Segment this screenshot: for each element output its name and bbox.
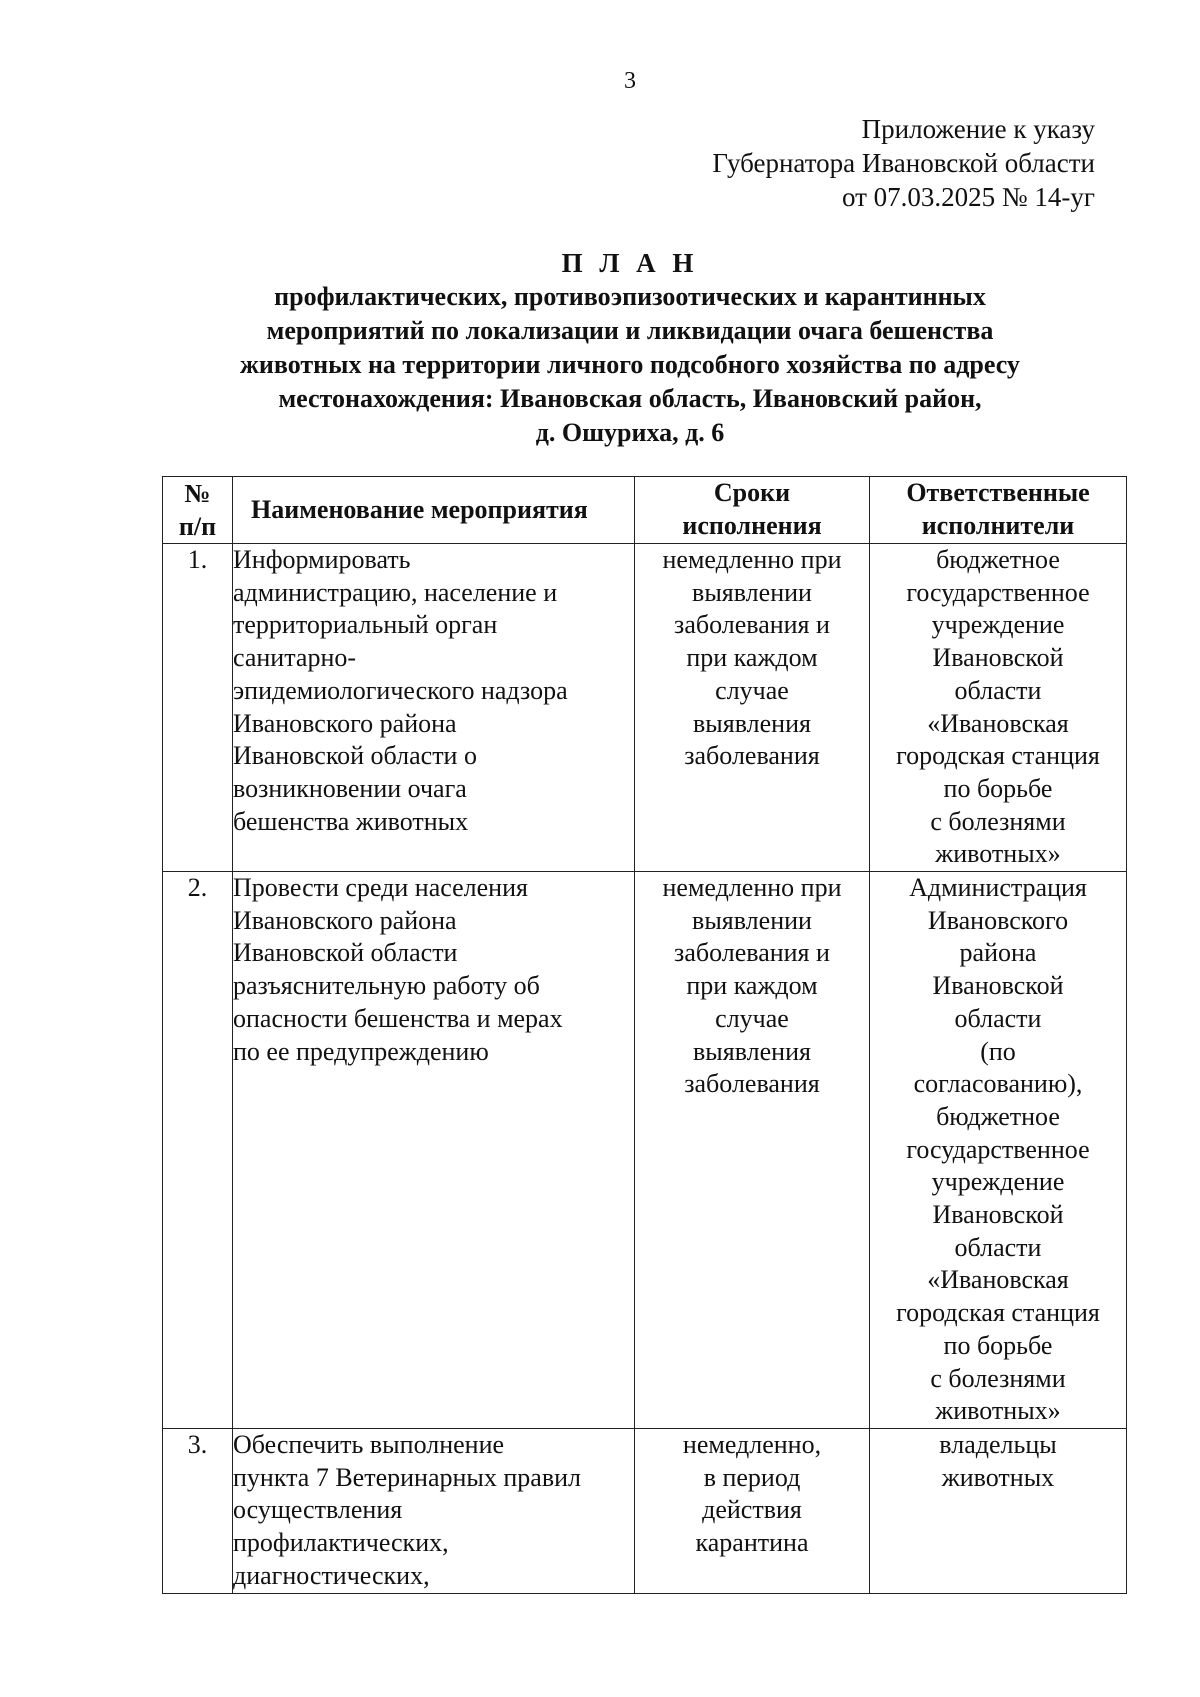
deadline-cell-line: заболевания [684, 741, 820, 771]
responsible-cell-line: Ивановской [932, 1200, 1064, 1230]
plan-subtitle-line: мероприятий по локализации и ликвидации очага бешенства [266, 316, 994, 345]
activity-name-cell-line: Ивановской области [233, 938, 458, 968]
activity-name-cell-line: администрацию, население и [233, 577, 558, 607]
plan-title-block [0, 246, 1200, 450]
deadline-cell [635, 872, 870, 1429]
deadline-cell-line: заболевания и [674, 938, 830, 968]
activity-name-cell-line: бешенства животных [233, 806, 469, 836]
activity-name-cell-line: санитарно- [233, 643, 357, 673]
deadline-cell-line: выявлении [692, 905, 812, 935]
activity-name-cell [233, 872, 635, 1429]
activity-name-cell-line: профилактических, [233, 1528, 449, 1558]
responsible-cell-line: владельцы [939, 1430, 1057, 1460]
appendix-line: Приложение к указу [861, 114, 1095, 144]
responsible-cell-line: Ивановской [932, 643, 1064, 673]
activity-name-cell-line: Обеспечить выполнение [233, 1430, 505, 1460]
activity-name-cell-line: пункта 7 Ветеринарных правил [233, 1462, 581, 1492]
plan-heading: П Л А Н [561, 248, 699, 278]
deadline-cell-line: карантина [695, 1528, 809, 1558]
plan-subtitle-line: животных на территории личного подсобного хозяйства по адресу [240, 350, 1020, 379]
deadline-cell-line: немедленно, [682, 1430, 822, 1460]
deadline-cell [635, 544, 870, 872]
activity-name-cell-line: возникновении очага [233, 773, 467, 803]
deadline-cell-line: выявления [693, 708, 811, 738]
responsible-cell [870, 1429, 1127, 1594]
activity-name-cell-line: осуществления [233, 1495, 403, 1525]
header-name: Наименование мероприятия [233, 477, 635, 544]
activity-name-cell-line: по ее предупреждению [233, 1036, 489, 1066]
deadline-cell-line: случае [715, 675, 789, 705]
deadline-cell-line: случае [715, 1003, 789, 1033]
responsible-cell-line: области [954, 675, 1042, 705]
page-number: 3 [624, 68, 636, 94]
plan-subtitle-line: д. Ошуриха, д. 6 [535, 418, 725, 447]
deadline-cell-line: немедленно при [662, 873, 842, 903]
header-term-line: исполнения [682, 511, 822, 540]
responsible-cell-line: государственное [906, 1134, 1090, 1164]
deadline-cell-line: заболевания [684, 1069, 820, 1099]
responsible-cell-line: области [954, 1232, 1042, 1262]
deadline-cell-line: немедленно при [662, 545, 842, 574]
activity-name-cell-line: диагностических, [233, 1560, 430, 1590]
appendix-line: от 07.03.2025 № 14-уг [841, 182, 1095, 212]
plan-subtitle-line: профилактических, противоэпизоотических и карантинных [274, 282, 986, 311]
responsible-cell-line: по борьбе [943, 773, 1053, 803]
row-number: 2. [163, 872, 233, 1429]
responsible-cell-line: Ивановского [927, 905, 1069, 935]
plan-subtitle-line: местонахождения: Ивановская область, Ивановский район, [278, 384, 982, 413]
responsible-cell-line: городская станция [896, 741, 1100, 771]
plan-table [162, 476, 1127, 1594]
responsible-cell-line: района [959, 938, 1037, 968]
responsible-cell-line: области [954, 1003, 1042, 1033]
activity-name-cell-line: Провести среди населения [233, 873, 528, 903]
deadline-cell-line: выявления [693, 1036, 811, 1066]
appendix-line: Губернатора Ивановской области [712, 148, 1095, 178]
activity-name-cell-line: Информировать [233, 545, 411, 574]
table-row [163, 1429, 1127, 1594]
activity-name-cell-line: Ивановской области о [233, 741, 477, 771]
deadline-cell [635, 1429, 870, 1594]
responsible-cell [870, 872, 1127, 1429]
responsible-cell-line: животных [941, 1462, 1055, 1492]
responsible-cell-line: Администрация [909, 873, 1087, 903]
header-number-line: п/п [178, 512, 217, 541]
table-row [163, 872, 1127, 1429]
header-number-line: № [184, 479, 211, 508]
activity-name-cell-line: разъяснительную работу об [233, 971, 540, 1001]
responsible-cell [870, 544, 1127, 872]
responsible-cell-line: бюджетное [936, 1101, 1060, 1131]
responsible-cell-line: с болезнями [930, 806, 1066, 836]
responsible-cell-line: «Ивановская [927, 708, 1069, 738]
row-number: 1. [163, 544, 233, 872]
responsible-cell-line: согласованию), [913, 1069, 1083, 1099]
deadline-cell-line: в период [703, 1462, 801, 1492]
responsible-cell-line: Ивановской [932, 971, 1064, 1001]
header-term [635, 477, 870, 544]
responsible-cell-line: государственное [906, 577, 1090, 607]
table-row [163, 544, 1127, 872]
responsible-cell-line: животных» [935, 1396, 1061, 1426]
appendix-note [712, 112, 1095, 214]
activity-name-cell-line: Ивановского района [233, 708, 457, 738]
deadline-cell-line: заболевания и [674, 610, 830, 640]
responsible-cell-line: (по [980, 1036, 1016, 1066]
responsible-cell-line: с болезнями [930, 1363, 1066, 1393]
deadline-cell-line: при каждом [686, 971, 818, 1001]
activity-name-cell-line: эпидемиологического надзора [233, 675, 568, 705]
activity-name-cell-line: территориальный орган [233, 610, 498, 640]
header-responsible [870, 477, 1127, 544]
activity-name-cell-line: опасности бешенства и мерах [233, 1003, 563, 1033]
header-number [163, 477, 233, 544]
responsible-cell-line: учреждение [931, 1167, 1065, 1197]
deadline-cell-line: при каждом [686, 643, 818, 673]
activity-name-cell [233, 1429, 635, 1594]
responsible-cell-line: бюджетное [936, 545, 1060, 574]
deadline-cell-line: выявлении [692, 577, 812, 607]
responsible-cell-line: «Ивановская [927, 1265, 1069, 1295]
responsible-cell-line: городская станция [896, 1298, 1100, 1328]
header-term-line: Сроки [713, 478, 791, 508]
deadline-cell-line: действия [702, 1495, 802, 1525]
header-responsible-line: исполнители [921, 511, 1075, 540]
responsible-cell-line: животных» [935, 839, 1061, 869]
responsible-cell-line: учреждение [931, 610, 1065, 640]
row-number: 3. [163, 1429, 233, 1594]
activity-name-cell-line: Ивановского района [233, 905, 457, 935]
header-responsible-line: Ответственные [906, 478, 1090, 508]
table-header-row [163, 477, 1127, 544]
responsible-cell-line: по борьбе [943, 1330, 1053, 1360]
activity-name-cell [233, 544, 635, 872]
